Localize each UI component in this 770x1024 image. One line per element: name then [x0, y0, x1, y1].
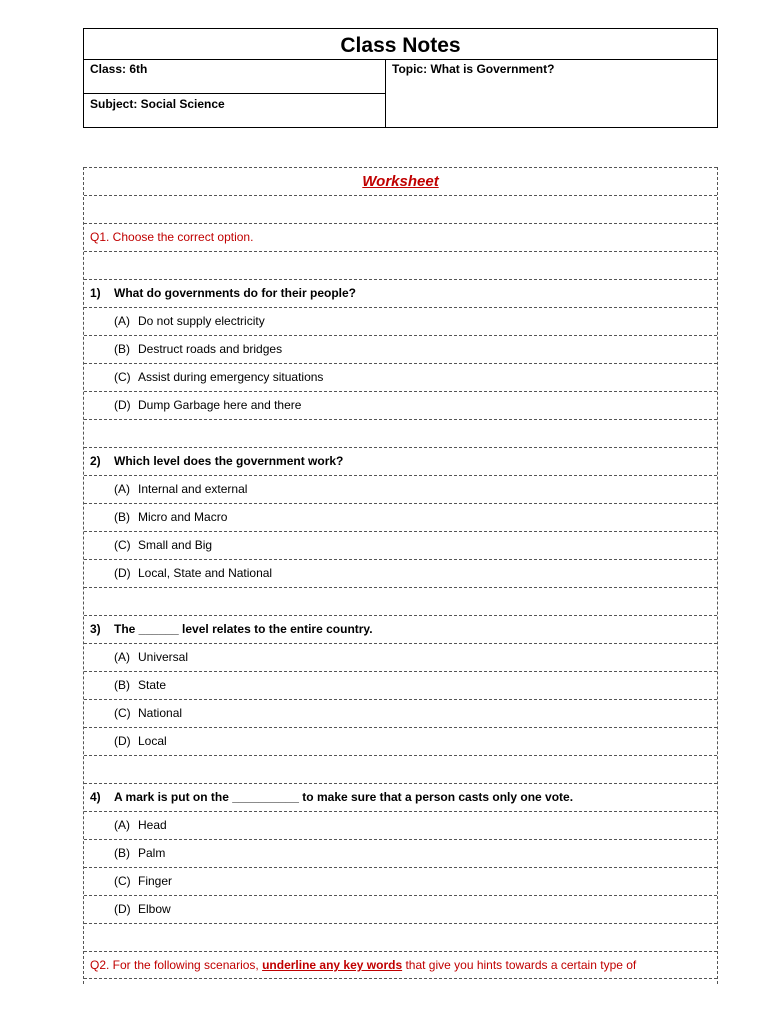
question-row	[84, 783, 717, 811]
q2-emphasis: underline any key words	[262, 958, 403, 972]
page-title: Class Notes	[84, 29, 717, 60]
question-text: A mark is put on the __________ to make sure that a person casts only one vote.	[114, 790, 574, 804]
question-text: The ______ level relates to the entire country.	[114, 622, 373, 636]
option-letter: (B)	[114, 342, 130, 356]
worksheet-title-row	[84, 167, 717, 195]
option-letter: (A)	[114, 482, 130, 496]
option-letter: (C)	[114, 874, 131, 888]
option-text: Local	[138, 734, 167, 748]
option-text: Elbow	[138, 902, 171, 916]
option-text: Assist during emergency situations	[138, 370, 324, 384]
q1-instruction: Q1. Choose the correct option.	[84, 223, 717, 251]
option-text: Dump Garbage here and there	[138, 398, 302, 412]
option-letter: (C)	[114, 538, 131, 552]
topic-label: Topic: What is Government?	[392, 62, 555, 76]
question-number: 4)	[90, 790, 101, 804]
option-row	[84, 699, 717, 727]
question-number: 1)	[90, 286, 101, 300]
option-row	[84, 839, 717, 867]
option-row	[84, 503, 717, 531]
header-box	[83, 28, 718, 128]
option-letter: (A)	[114, 314, 130, 328]
worksheet	[83, 167, 718, 984]
option-text: Universal	[138, 650, 189, 664]
option-text: Local, State and National	[138, 566, 273, 580]
option-row	[84, 531, 717, 559]
option-text: Do not supply electricity	[138, 314, 265, 328]
blank-row	[84, 195, 717, 223]
option-letter: (D)	[114, 566, 131, 580]
option-text: Palm	[138, 846, 166, 860]
option-row	[84, 811, 717, 839]
q2-prefix: Q2. For the following scenarios,	[90, 958, 263, 972]
class-label: Class: 6th	[84, 59, 385, 94]
option-row	[84, 727, 717, 755]
question-row	[84, 447, 717, 475]
option-letter: (C)	[114, 706, 131, 720]
question-row	[84, 279, 717, 307]
option-text: Finger	[138, 874, 173, 888]
header-left-column	[84, 59, 386, 127]
blank-row	[84, 587, 717, 615]
option-letter: (B)	[114, 846, 130, 860]
blank-row	[84, 251, 717, 279]
option-row	[84, 475, 717, 503]
option-row	[84, 307, 717, 335]
option-row	[84, 643, 717, 671]
option-text: Internal and external	[138, 482, 248, 496]
blank-row	[84, 755, 717, 783]
subject-label: Subject: Social Science	[90, 97, 225, 111]
option-row	[84, 335, 717, 363]
option-letter: (B)	[114, 678, 130, 692]
option-letter: (D)	[114, 902, 131, 916]
option-text: State	[138, 678, 167, 692]
question-text: What do governments do for their people?	[114, 286, 357, 300]
option-letter: (C)	[114, 370, 131, 384]
option-letter: (A)	[114, 650, 130, 664]
question-text: Which level does the government work?	[114, 454, 344, 468]
option-text: Destruct roads and bridges	[138, 342, 283, 356]
question-row	[84, 615, 717, 643]
option-text: Head	[138, 818, 167, 832]
option-row	[84, 391, 717, 419]
option-row	[84, 895, 717, 923]
option-row	[84, 867, 717, 895]
option-letter: (B)	[114, 510, 130, 524]
option-text: Micro and Macro	[138, 510, 228, 524]
question-number: 3)	[90, 622, 101, 636]
option-row	[84, 363, 717, 391]
option-letter: (A)	[114, 818, 130, 832]
worksheet-title: Worksheet	[362, 173, 439, 190]
blank-row	[84, 419, 717, 447]
option-letter: (D)	[114, 734, 131, 748]
q2-instruction	[84, 951, 717, 979]
option-row	[84, 671, 717, 699]
blank-row	[84, 923, 717, 951]
option-text: Small and Big	[138, 538, 213, 552]
option-letter: (D)	[114, 398, 131, 412]
q2-suffix: that give you hints towards a certain type of	[402, 958, 637, 972]
question-number: 2)	[90, 454, 101, 468]
option-text: National	[138, 706, 183, 720]
option-row	[84, 559, 717, 587]
